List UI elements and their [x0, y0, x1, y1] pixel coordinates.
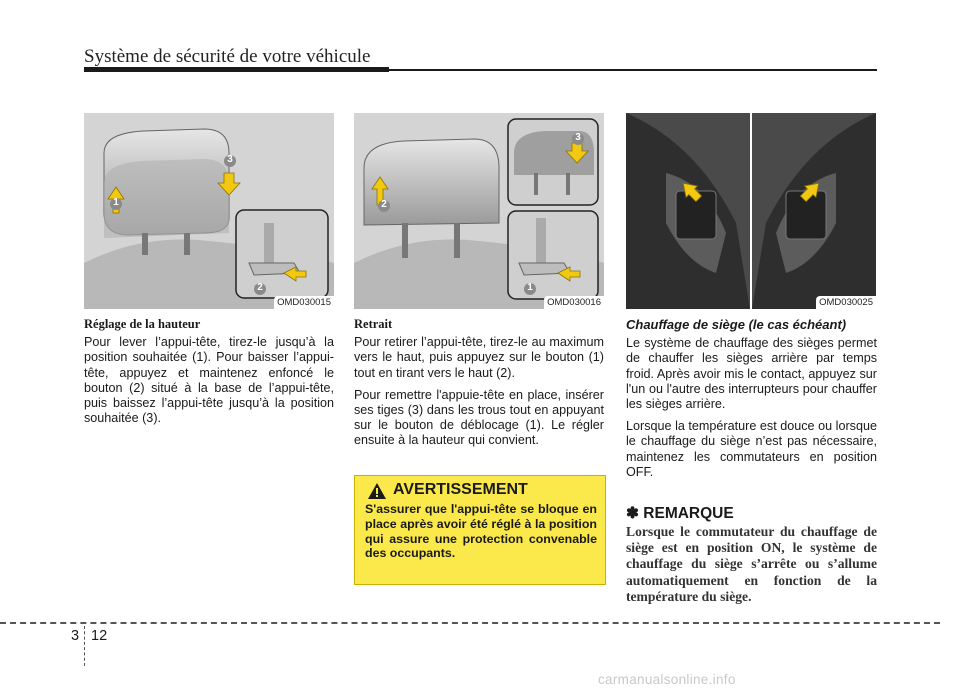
figure-headrest-removal	[354, 113, 604, 309]
page-header-title: Système de sécurité de votre véhicule	[84, 46, 371, 67]
warning-triangle-icon	[367, 482, 387, 500]
footer-rule	[0, 622, 940, 624]
callout-3: 3	[227, 154, 233, 165]
remark-text: Lorsque le commutateur du chauffage de siège est en position ON, le système de chauffage du siège s’arrête ou s’allume automatiquement en fonction de la température du siège.	[626, 524, 877, 604]
section-heading: Chauffage de siège (le cas échéant)	[626, 317, 847, 332]
callout-1: 1	[113, 197, 119, 208]
warning-box	[354, 475, 606, 585]
figure-code: OMD030016	[544, 296, 604, 309]
section-heading: Réglage de la hauteur	[84, 317, 201, 331]
remark-title: ✽ REMARQUE	[626, 505, 734, 522]
headrest-height-illustration	[84, 113, 334, 309]
header-rule-thin	[389, 69, 877, 71]
seat-heater-illustration	[626, 113, 876, 309]
header-rule	[84, 67, 389, 72]
figure-headrest-height	[84, 113, 334, 309]
figure-code: OMD030025	[816, 296, 876, 309]
callout-2: 2	[381, 199, 387, 210]
section-number: 3	[71, 628, 80, 644]
section-height-adjust	[84, 317, 334, 433]
section-heading: Retrait	[354, 317, 393, 331]
section-seat-heater	[626, 317, 877, 487]
warning-title: AVERTISSEMENT	[393, 481, 528, 498]
warning-text: S'assurer que l'appui-tête se bloque en place après avoir été réglé à la position qui assure une protection convenable des occupants.	[365, 502, 597, 561]
figure-seat-heater	[626, 113, 876, 309]
paragraph: Le système de chauffage des sièges permet de chauffer les sièges arrière par temps froid. Après avoir mis le contact, appuyez sur l'un ou l'autre des interrupteurs pour chauffer les sièges arrière.	[626, 336, 877, 412]
figure-code: OMD030015	[274, 296, 334, 309]
paragraph: Pour retirer l’appui-tête, tirez-le au maximum vers le haut, puis appuyez sur le bouton (1) tout en tirant vers le haut (2).	[354, 335, 604, 380]
callout-3: 3	[575, 132, 581, 143]
callout-1: 1	[527, 282, 533, 293]
page-divider	[84, 626, 85, 666]
paragraph: Pour lever l’appui-tête, tirez-le jusqu’à la position souhaitée (1). Pour baisser l’appui-tête, appuyez et maintenez enfoncé le bouton (2) situé à la base de l’appui-tête, puis baissez l’appui-tête jusqu’à la position souhaitée (3).	[84, 335, 334, 426]
watermark: carmanualsonline.info	[598, 672, 736, 687]
headrest-removal-illustration	[354, 113, 604, 309]
callout-2: 2	[257, 282, 263, 293]
paragraph: Lorsque la température est douce ou lorsque le chauffage du siège n’est pas nécessaire, maintenez les commutateurs en position OFF.	[626, 419, 877, 479]
paragraph: Pour remettre l'appuie-tête en place, insérer ses tiges (3) dans les trous tout en appuyant sur le bouton de déblocage (1). Le régler ensuite à la hauteur qui convient.	[354, 387, 604, 448]
section-removal	[354, 317, 604, 456]
page-number: 12	[91, 628, 108, 644]
